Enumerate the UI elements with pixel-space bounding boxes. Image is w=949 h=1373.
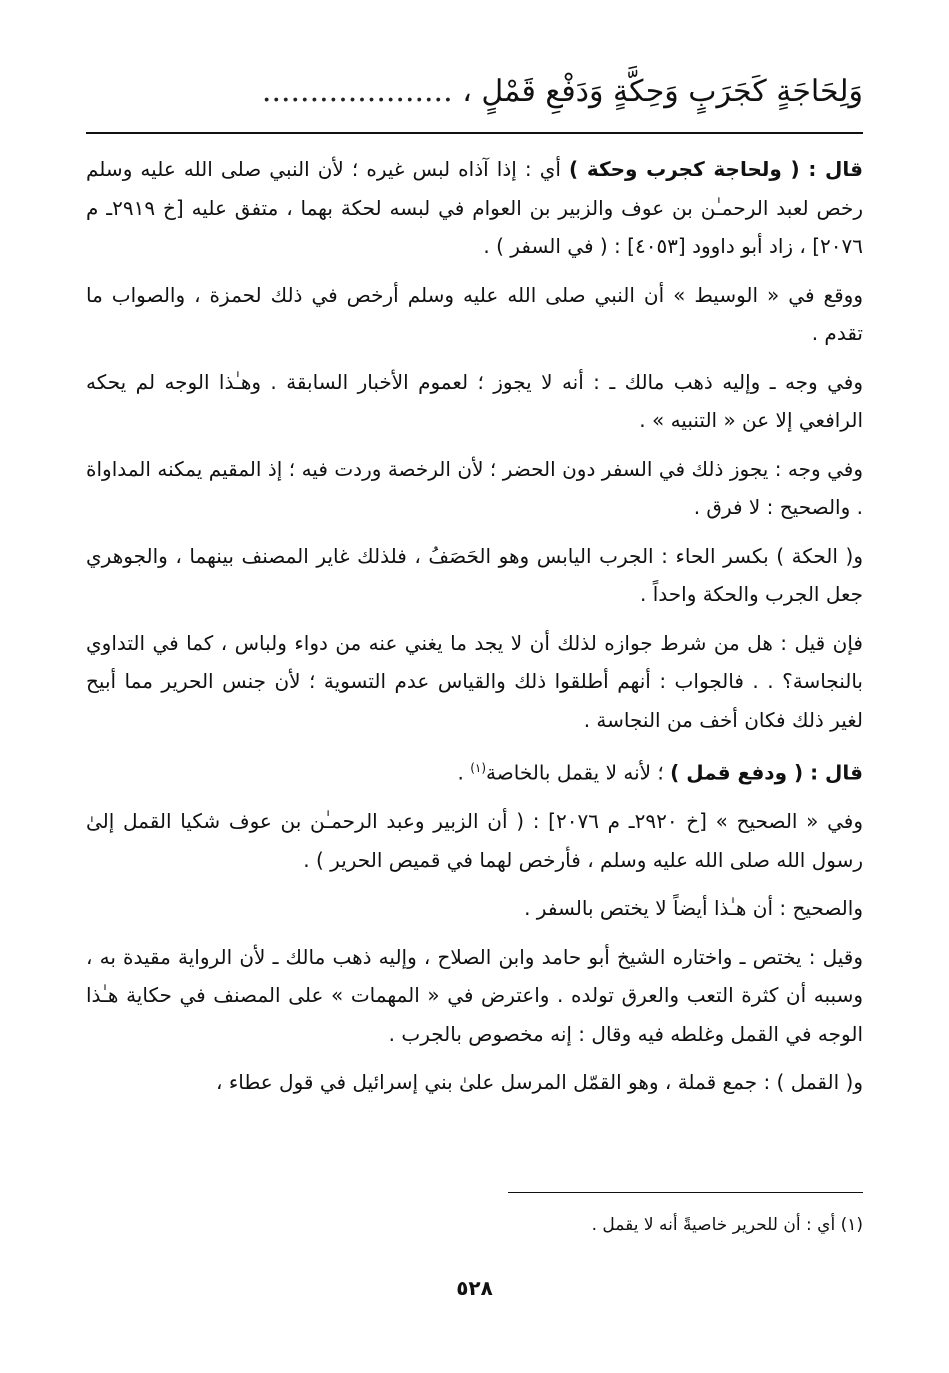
running-header-dots: .................... [261,74,453,109]
footnote [86,1208,863,1242]
paragraph-text: وفي وجه ـ وإليه ذهب مالك ـ : أنه لا يجوز ؛ لعموم الأخبار السابقة . وهـٰذا الوجه لم يحكه الرافعي إلا عن « التنبيه » . [86,369,863,432]
paragraph-lead: قال : ( ودفع قمل ) [670,760,863,785]
footnote-marker: (١) [840,1215,863,1235]
paragraph [86,802,863,879]
paragraph-text: فإن قيل : هل من شرط جوازه لذلك أن لا يجد ما يغني عنه من دواء ولباس ، كما في التداوي بالنجاسة؟ . . فالجواب : أنهم أطلقوا ذلك والقياس عدم التسوية ؛ لأن جنس الحرير مما أبيح لغير ذلك فكان أخف من النجاسة . [86,630,863,732]
paragraph [86,749,863,792]
footnote-text: أي : أن للحرير خاصيةً أنه لا يقمل . [591,1215,836,1235]
paragraph-tail: . [457,760,471,785]
paragraph-text: والصحيح : أن هـٰذا أيضاً لا يختص بالسفر . [524,896,863,921]
paragraph-text: و( الحكة ) بكسر الحاء : الجرب اليابس وهو الحَصَفُ ، فلذلك غاير المصنف بينهما ، والجوهري جعل الجرب والحكة واحداً . [86,543,863,606]
running-header [86,64,863,120]
running-header-title: وَلِحَاجَةٍ كَجَرَبٍ وَحِكَّةٍ وَدَفْعِ قَمْلٍ ، [462,74,863,109]
footnote-rule [508,1192,863,1193]
paragraph [86,450,863,527]
paragraph [86,1063,863,1102]
paragraph-text: وفي وجه : يجوز ذلك في السفر دون الحضر ؛ لأن الرخصة وردت فيه ؛ إذ المقيم يمكنه المداواة . والصحيح : لا فرق . [86,456,863,519]
paragraph [86,624,863,740]
paragraph-text: ووقع في « الوسيط » أن النبي صلى الله عليه وسلم أرخص في ذلك لحمزة ، والصواب ما تقدم . [86,282,863,345]
paragraph [86,276,863,353]
header-rule [86,132,863,134]
paragraph-text: وفي « الصحيح » [خ ٢٩٢٠ـ م ٢٠٧٦] : ( أن الزبير وعبد الرحمـٰن بن عوف شكيا القمل إلىٰ رسول الله صلى الله عليه وسلم ، فأرخص لهما في قميص الحرير ) . [86,809,863,872]
paragraph-text: وقيل : يختص ـ واختاره الشيخ أبو حامد وابن الصلاح ، وإليه ذهب مالك ـ لأن الرواية مقيدة به ، وسببه أن كثرة التعب والعرق تولده . واعترض في « المهمات » على المصنف في حكاية هـٰذا الوجه في القمل وغلطه فيه وقال : إنه مخصوص بالجرب . [86,944,863,1046]
paragraph-text: و( القمل ) : جمع قملة ، وهو القمّل المرسل علىٰ بني إسرائيل في قول عطاء ، [216,1070,863,1095]
footnote-reference[interactable]: (١) [470,761,487,775]
paragraph [86,889,863,928]
paragraph [86,363,863,440]
main-text [86,150,863,1112]
paragraph [86,938,863,1054]
paragraph [86,537,863,614]
paragraph-text: ؛ لأنه لا يقمل بالخاصة [486,760,671,785]
page-number: ٥٢٨ [456,1276,493,1300]
paragraph-lead: قال : ( ولحاجة كجرب وحكة ) [569,157,863,181]
paragraph [86,150,863,266]
paragraph-text: أي : إذا آذاه لبس غيره ؛ لأن النبي صلى الله عليه وسلم رخص لعبد الرحمـٰن بن عوف والزبير بن العوام في لبسه لحكة بهما ، متفق عليه [خ ٢٩١٩ـ م ٢٠٧٦] ، زاد أبو داوود [٤٠٥٣] : ( في السفر ) . [86,157,863,258]
